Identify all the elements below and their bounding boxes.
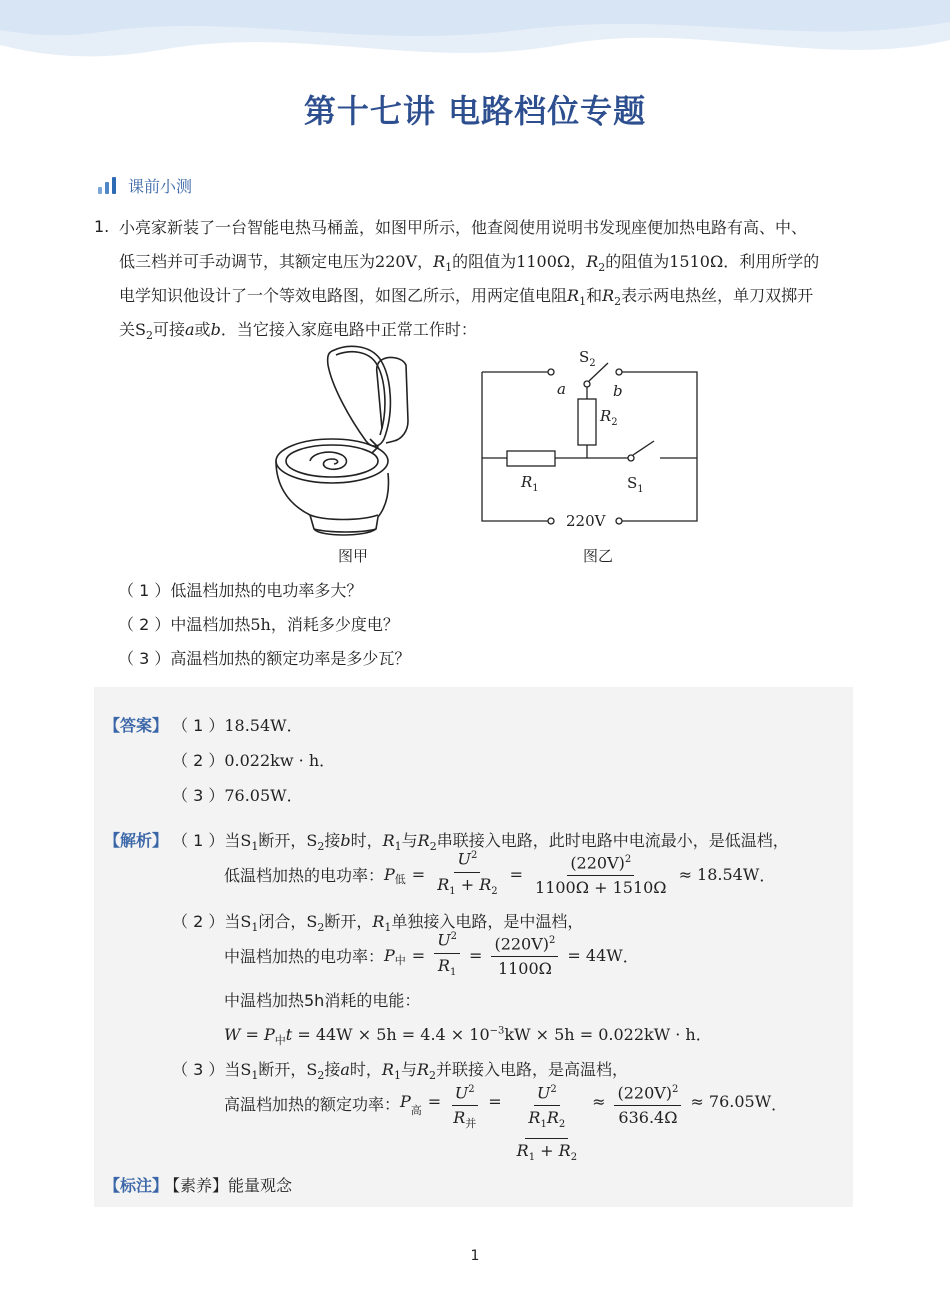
- figure-2-caption: 图乙: [583, 547, 614, 565]
- question-number: 1.: [94, 217, 110, 236]
- analysis-part-2-energy: $W = P_中t = 44W \times 5h = 4.4 \times 10^{-3}kW \times 5h = 0.022kW \cdot h$．: [224, 1025, 712, 1048]
- sub-question-3: （ 3 ）高温档加热的额定功率是多少瓦？: [118, 649, 411, 668]
- note-text: 【素养】能量观念: [164, 1176, 293, 1195]
- s2-label: $S_2$: [579, 348, 596, 369]
- page-title: 第十七讲 电路档位专题: [303, 92, 647, 130]
- voltage-label: 220V: [566, 512, 606, 530]
- answer-tag: 【答案】: [104, 716, 169, 735]
- r1-label: $R_1$: [521, 473, 539, 494]
- analysis-part-2-formula: 中温档加热的电功率： P $_中$ = $\frac{U^2}{R_1}$ = $\frac{(220V)^2}{1100\Omega}$ = 44W ．: [224, 932, 639, 978]
- figure-1-caption: 图甲: [338, 547, 369, 565]
- question-line-4: 关$S_2$可接a或b．当它接入家庭电路中正常工作时：: [119, 320, 477, 343]
- section-label: 课前小测: [128, 177, 193, 196]
- answer-1: （ 1 ）18.54W．: [172, 716, 303, 735]
- s1-label: $S_1$: [627, 474, 644, 495]
- analysis-tag: 【解析】: [104, 831, 169, 850]
- answer-panel: [94, 687, 853, 1207]
- analysis-part-3-text: （ 3 ）当$S_1$断开，$S_2$接a时，$R_1$与$R_2$并联接入电路，是高温档，: [172, 1060, 629, 1083]
- sub-question-2: （ 2 ）中温档加热5h，消耗多少度电？: [118, 615, 399, 634]
- question-line-1: 小亮家新装了一台智能电热马桶盖，如图甲所示，他查阅使用说明书发现座便加热电路有高、中、: [119, 218, 808, 237]
- header-wave-decoration: [0, 0, 950, 70]
- terminal-b-label: b: [613, 382, 623, 400]
- question-line-2: 低三档并可手动调节，其额定电压为220V，$R_1$的阻值为1100Ω，$R_2$的阻值为1510Ω．利用所学的: [119, 252, 820, 275]
- analysis-part-2-text: （ 2 ）当$S_1$闭合，$S_2$断开，$R_1$单独接入电路，是中温档，: [172, 912, 584, 935]
- analysis-part-3-formula: 高温档加热的额定功率： P $_高$ = $\frac{U^2}{R_并}$ = $\frac{U^2}{\frac{R_1R_2}{R_1 + R_2}}$ ≈ $\frac{(220V)^2}{636.4\Omega}$ ≈ 76.05W ．: [224, 1080, 787, 1156]
- circuit-diagram: [470, 343, 710, 539]
- toilet-illustration: [270, 343, 430, 539]
- r2-label: $R_2$: [600, 407, 618, 428]
- section-header: [96, 174, 192, 197]
- answer-3: （ 3 ）76.05W．: [172, 786, 303, 805]
- answer-2: （ 2 ）0.022kw · h．: [172, 751, 336, 770]
- analysis-part-2-energy-label: 中温档加热5h消耗的电能：: [224, 991, 421, 1010]
- question-line-3: 电学知识他设计了一个等效电路图，如图乙所示，用两定值电阻$R_1$和$R_2$表示两电热丝，单刀双掷开: [119, 286, 814, 309]
- analysis-part-1-text: （ 1 ）当$S_1$断开，$S_2$接b时，$R_1$与$R_2$串联接入电路，此时电路中电流最小，是低温档，: [172, 831, 789, 854]
- analysis-part-1-formula: 低温档加热的电功率： P $_低$ = $\frac{U^2}{R_1 + R_2}$ = $\frac{(220V)^2}{1100\Omega + 1510\Omega}$ ≈ 18.54W ．: [224, 851, 775, 897]
- note-tag: 【标注】: [104, 1176, 169, 1195]
- sub-question-1: （ 1 ）低温档加热的电功率多大？: [118, 581, 363, 600]
- terminal-a-label: a: [557, 380, 566, 398]
- bar-chart-icon: [96, 176, 120, 196]
- page-number: 1: [470, 1248, 480, 1264]
